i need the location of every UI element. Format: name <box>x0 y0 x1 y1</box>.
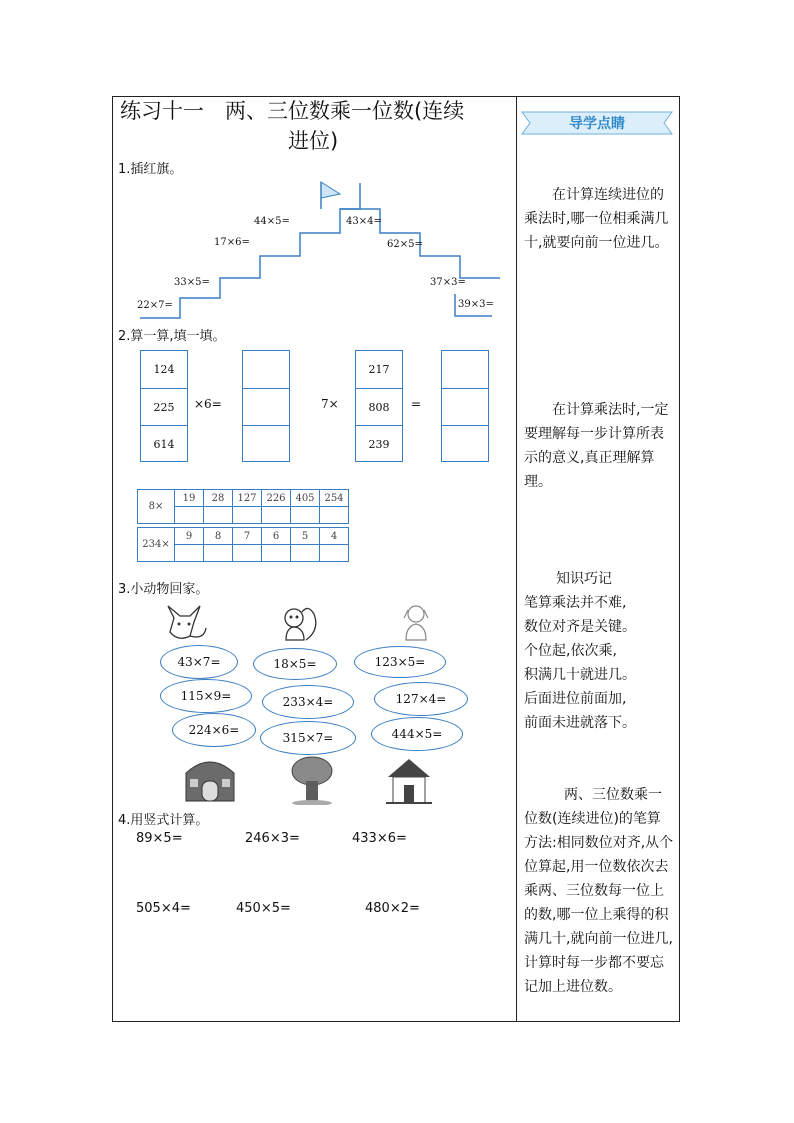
tree-house-icon <box>288 755 336 805</box>
section-2-heading: 2.算一算,填一填。 <box>118 329 226 344</box>
problem-oval[interactable]: 115×9= <box>160 679 252 713</box>
vertical-problem: 246×3= <box>245 831 300 846</box>
table-cell: 5 <box>291 528 320 545</box>
vertical-problem: 480×2= <box>365 901 420 916</box>
answer-column-2[interactable] <box>441 350 489 462</box>
table-cell: 7 <box>233 528 262 545</box>
table-cell: 8 <box>204 528 233 545</box>
answer-cell[interactable] <box>233 545 262 562</box>
seven-times-label: 7× <box>321 397 339 411</box>
number-cell: 225 <box>141 388 187 425</box>
note-method: 两、三位数乘一位数(连续进位)的笔算方法:相同数位对齐,从个位算起,用一位数依次去乘两、三位数每一位上的数,哪一位上乘得的积满几十,就向前一位进几,计算时每一步都不要忘记加上进位数。 <box>524 787 674 995</box>
multiplication-table-2 <box>137 527 349 562</box>
note-rhyme <box>524 591 674 735</box>
stair-problem: 17×6= <box>214 237 250 248</box>
house-icon <box>182 751 238 803</box>
stair-problem: 22×7= <box>137 300 173 311</box>
problem-oval[interactable]: 224×6= <box>172 713 256 747</box>
table-head: 234× <box>138 528 175 562</box>
note-continuous-carry: 在计算连续进位的乘法时,哪一位相乘满几十,就要向前一位进几。 <box>524 187 669 251</box>
table-cell: 127 <box>233 490 262 507</box>
answer-cell[interactable] <box>320 507 349 524</box>
answer-cell[interactable] <box>320 545 349 562</box>
table-cell: 4 <box>320 528 349 545</box>
section-3-heading: 3.小动物回家。 <box>118 582 209 597</box>
rhyme-line: 积满几十就进几。 <box>524 667 636 683</box>
answer-cell[interactable] <box>233 507 262 524</box>
title-line-1: 练习十一 两、三位数乘一位数(连续 <box>120 99 465 123</box>
left-number-column <box>140 350 188 462</box>
banner-label: 导学点睛 <box>569 116 625 132</box>
answer-column-1[interactable] <box>242 350 290 462</box>
problem-oval[interactable]: 315×7= <box>260 721 356 755</box>
title-line-2: 进位) <box>288 129 339 153</box>
multiplication-table-1 <box>137 489 349 524</box>
answer-cell[interactable] <box>204 507 233 524</box>
right-number-column <box>355 350 403 462</box>
note-memory-title: 知识巧记 <box>556 571 612 587</box>
column-divider <box>516 96 517 1022</box>
table-cell: 405 <box>291 490 320 507</box>
number-cell: 808 <box>356 388 402 425</box>
table-cell: 226 <box>262 490 291 507</box>
rhyme-line: 个位起,依次乘, <box>524 643 617 659</box>
answer-cell[interactable] <box>442 425 488 462</box>
answer-cell[interactable] <box>175 507 204 524</box>
times-six-label: ×6= <box>194 397 222 411</box>
section-1-heading: 1.插红旗。 <box>118 162 183 177</box>
note-understanding: 在计算乘法时,一定要理解每一步计算所表示的意义,真正理解算理。 <box>524 402 669 490</box>
number-cell: 239 <box>356 425 402 462</box>
table-head: 8× <box>138 490 175 524</box>
answer-cell[interactable] <box>204 545 233 562</box>
table-cell: 6 <box>262 528 291 545</box>
answer-cell[interactable] <box>262 545 291 562</box>
number-cell: 124 <box>153 363 175 376</box>
problem-oval[interactable]: 43×7= <box>160 645 238 679</box>
problem-oval[interactable]: 18×5= <box>253 648 337 680</box>
problem-oval[interactable]: 233×4= <box>262 685 354 719</box>
vertical-problem: 433×6= <box>352 831 407 846</box>
section-4-heading: 4.用竖式计算。 <box>118 813 209 828</box>
table-cell: 28 <box>204 490 233 507</box>
staircase-diagram <box>130 178 500 323</box>
problem-oval[interactable]: 444×5= <box>371 717 463 751</box>
problem-oval[interactable]: 127×4= <box>374 682 468 716</box>
answer-cell[interactable] <box>243 425 289 462</box>
page-title <box>120 96 512 156</box>
stair-problem: 33×5= <box>174 277 210 288</box>
squirrel-icon <box>276 600 324 646</box>
number-cell: 614 <box>141 425 187 462</box>
answer-cell[interactable] <box>291 545 320 562</box>
puppy-icon <box>396 600 436 644</box>
stair-problem: 39×3= <box>458 299 494 310</box>
answer-cell[interactable] <box>262 507 291 524</box>
rhyme-line: 后面进位前面加, <box>524 691 627 707</box>
vertical-problem: 89×5= <box>136 831 183 846</box>
answer-cell[interactable] <box>175 545 204 562</box>
stair-problem: 37×3= <box>430 277 466 288</box>
rhyme-line: 数位对齐是关键。 <box>524 619 636 635</box>
problem-oval[interactable]: 123×5= <box>354 646 446 678</box>
rhyme-line: 笔算乘法并不难, <box>524 595 627 611</box>
table-cell: 9 <box>175 528 204 545</box>
answer-cell[interactable] <box>442 388 488 425</box>
answer-cell[interactable] <box>291 507 320 524</box>
table-cell: 254 <box>320 490 349 507</box>
rhyme-line: 前面未进就落下。 <box>524 715 636 731</box>
number-cell: 217 <box>368 363 390 376</box>
answer-cell[interactable] <box>243 388 289 425</box>
stair-problem: 44×5= <box>254 216 290 227</box>
vertical-problem: 505×4= <box>136 901 191 916</box>
table-cell: 19 <box>175 490 204 507</box>
vertical-problem: 450×5= <box>236 901 291 916</box>
stair-problem: 43×4= <box>346 216 382 227</box>
cottage-icon <box>384 755 434 805</box>
fox-icon <box>160 598 210 646</box>
equals-label: = <box>411 397 422 411</box>
stair-problem: 62×5= <box>387 239 423 250</box>
